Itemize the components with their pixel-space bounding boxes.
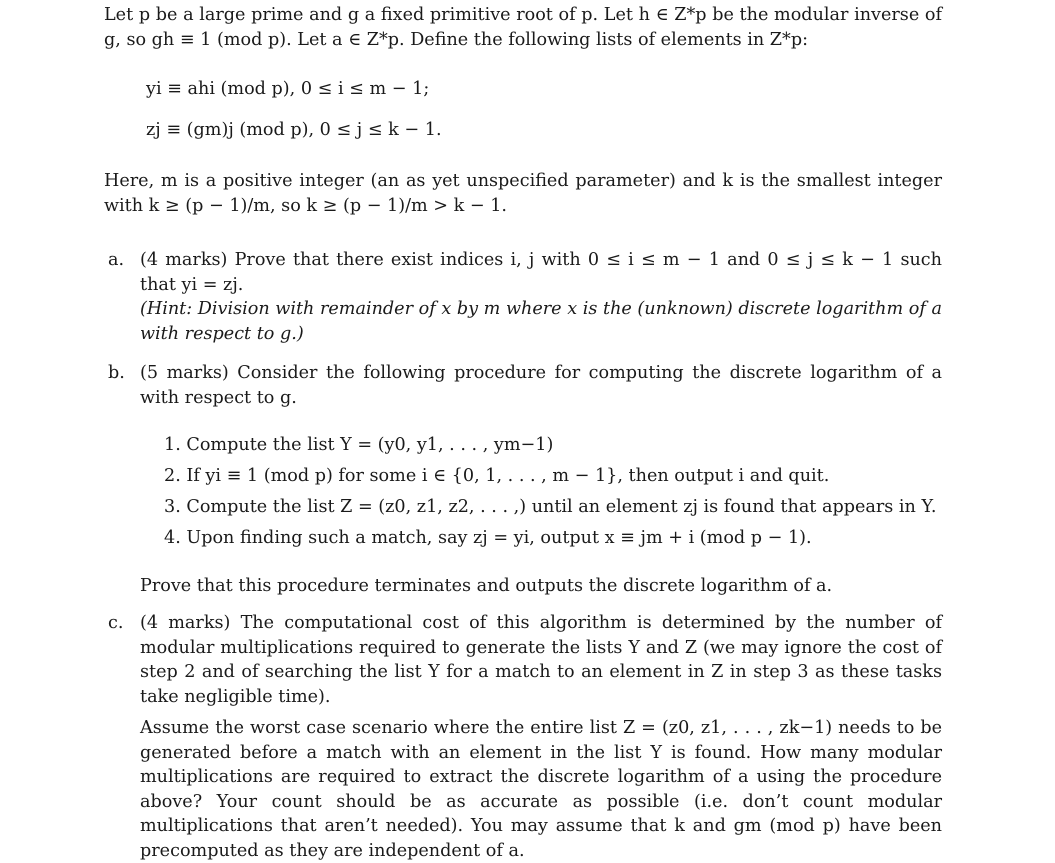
part-c-text: (4 marks) The computational cost of this algorithm is determined by the number of modular multiplications required to generate the lists Y and Z (we may ignore the cost of step 2 and of searching the list Y for a match to an element in Z in step 3 as these tasks take negligible time). bbox=[140, 613, 942, 707]
part-b-label: b. bbox=[108, 363, 125, 383]
step-3: 3. Compute the list Z = (z0, z1, z2, . . . ,) until an element zj is found that appears in Y. bbox=[164, 497, 937, 517]
part-a-label: a. bbox=[108, 250, 125, 270]
part-b bbox=[108, 361, 942, 599]
procedure-steps bbox=[164, 430, 942, 554]
intro-paragraph: Let p be a large prime and g a fixed primitive root of p. Let h ∈ Z*p be the modular inverse of g, so gh ≡ 1 (mod p). Let a ∈ Z*p. Define the following lists of elements in Z*p: bbox=[104, 5, 942, 50]
step-2: 2. If yi ≡ 1 (mod p) for some i ∈ {0, 1, . . . , m − 1}, then output i and quit. bbox=[164, 466, 830, 486]
equation-z: zj ≡ (gm)j (mod p), 0 ≤ j ≤ k − 1. bbox=[146, 120, 442, 140]
step-1: 1. Compute the list Y = (y0, y1, . . . , ym−1) bbox=[164, 435, 554, 455]
equation-y: yi ≡ ahi (mod p), 0 ≤ i ≤ m − 1; bbox=[146, 79, 430, 99]
step-4: 4. Upon finding such a match, say zj = yi, output x ≡ jm + i (mod p − 1). bbox=[164, 528, 812, 548]
part-a-hint: (Hint: Division with remainder of x by m where x is the (unknown) discrete logarithm of a with respect to g.) bbox=[140, 299, 942, 344]
part-b-text: (5 marks) Consider the following procedure for computing the discrete logarithm of a with respect to g. bbox=[140, 363, 942, 408]
part-c-assume: Assume the worst case scenario where the entire list Z = (z0, z1, . . . , zk−1) needs to be generated before a match with an element in the list Y is found. How many modular multiplications are required to extract the discrete logarithm of a using the procedure above? Your count should be as accurate as possible (i.e. don’t count modular multiplications that aren’t needed). You may assume that k and gm (mod p) have been precomputed as they are independent of a. bbox=[140, 718, 942, 861]
here-paragraph: Here, m is a positive integer (an as yet unspecified parameter) and k is the smallest integer with k ≥ (p − 1)/m, so k ≥ (p − 1)/m > k − 1. bbox=[104, 171, 942, 216]
part-a-text: (4 marks) Prove that there exist indices i, j with 0 ≤ i ≤ m − 1 and 0 ≤ j ≤ k − 1 such that yi = zj. bbox=[140, 250, 942, 295]
part-a bbox=[108, 248, 942, 346]
part-b-prove: Prove that this procedure terminates and outputs the discrete logarithm of a. bbox=[140, 576, 833, 596]
part-c-label: c. bbox=[108, 613, 124, 633]
part-c bbox=[108, 611, 942, 863]
